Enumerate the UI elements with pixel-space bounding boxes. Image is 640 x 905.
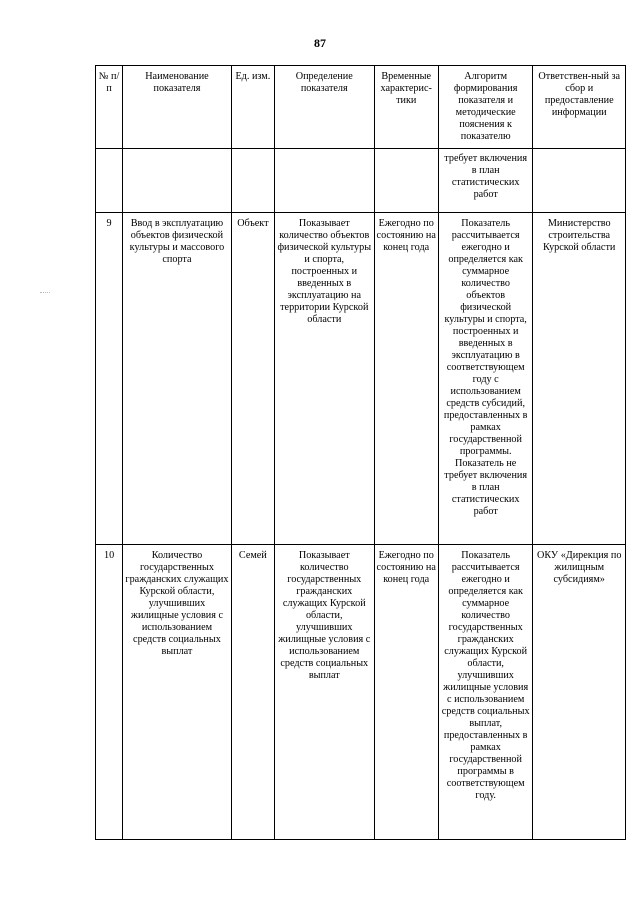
- cell-unit: Объект: [231, 213, 274, 545]
- header-definition: Определение показателя: [274, 66, 374, 149]
- margin-mark: [40, 292, 50, 294]
- cell-responsible: Министерство строительства Курской области: [533, 213, 626, 545]
- header-name: Наименование показателя: [123, 66, 232, 149]
- cell-empty: [231, 149, 274, 213]
- cell-definition: Показывает количество объектов физической культуры и спорта, построенных и введенных в эксплуатацию на территории Курской области: [274, 213, 374, 545]
- cell-unit: Семей: [231, 545, 274, 840]
- cell-empty: [274, 149, 374, 213]
- cell-definition: Показывает количество государственных гражданских служащих Курской области, улучшивших жилищные условия с использованием средств социальных выплат: [274, 545, 374, 840]
- cell-empty: [374, 149, 438, 213]
- cell-name: Ввод в эксплуатацию объектов физической культуры и массового спорта: [123, 213, 232, 545]
- cell-name: Количество государственных гражданских служащих Курской области, улучшивших жилищные условия с использованием средств социальных выплат: [123, 545, 232, 840]
- table-row-continuation: [96, 149, 626, 213]
- cell-timing: Ежегодно по состоянию на конец года: [374, 545, 438, 840]
- header-timing: Временные характерис-тики: [374, 66, 438, 149]
- header-unit: Ед. изм.: [231, 66, 274, 149]
- page-number: 87: [314, 36, 326, 50]
- cell-empty: [533, 149, 626, 213]
- table-header-row: [96, 66, 626, 149]
- indicators-table: [95, 65, 626, 840]
- cell-algorithm: Показатель рассчитывается ежегодно и определяется как суммарное количество государственных гражданских служащих Курской области, улучшивших жилищные условия с использованием средств социальных выплат, предоставленных в рамках государственной программы в соответствующем году.: [438, 545, 533, 840]
- cell-empty: [123, 149, 232, 213]
- cell-algorithm: Показатель рассчитывается ежегодно и определяется как суммарное количество объектов физической культуры и спорта, построенных и введенных в эксплуатацию в соответствующем году с использованием средств субсидий, предоставленных в рамках государственной программы. Показатель не требует включения в план статистических работ: [438, 213, 533, 545]
- cell-algorithm: требует включения в план статистических работ: [438, 149, 533, 213]
- cell-responsible: ОКУ «Дирекция по жилищным субсидиям»: [533, 545, 626, 840]
- header-number: № п/п: [96, 66, 123, 149]
- cell-number: 10: [96, 545, 123, 840]
- cell-empty: [96, 149, 123, 213]
- table-row: [96, 545, 626, 840]
- cell-number: 9: [96, 213, 123, 545]
- cell-timing: Ежегодно по состоянию на конец года: [374, 213, 438, 545]
- table-row: [96, 213, 626, 545]
- header-responsible: Ответствен-ный за сбор и предоставление информации: [533, 66, 626, 149]
- header-algorithm: Алгоритм формирования показателя и методические пояснения к показателю: [438, 66, 533, 149]
